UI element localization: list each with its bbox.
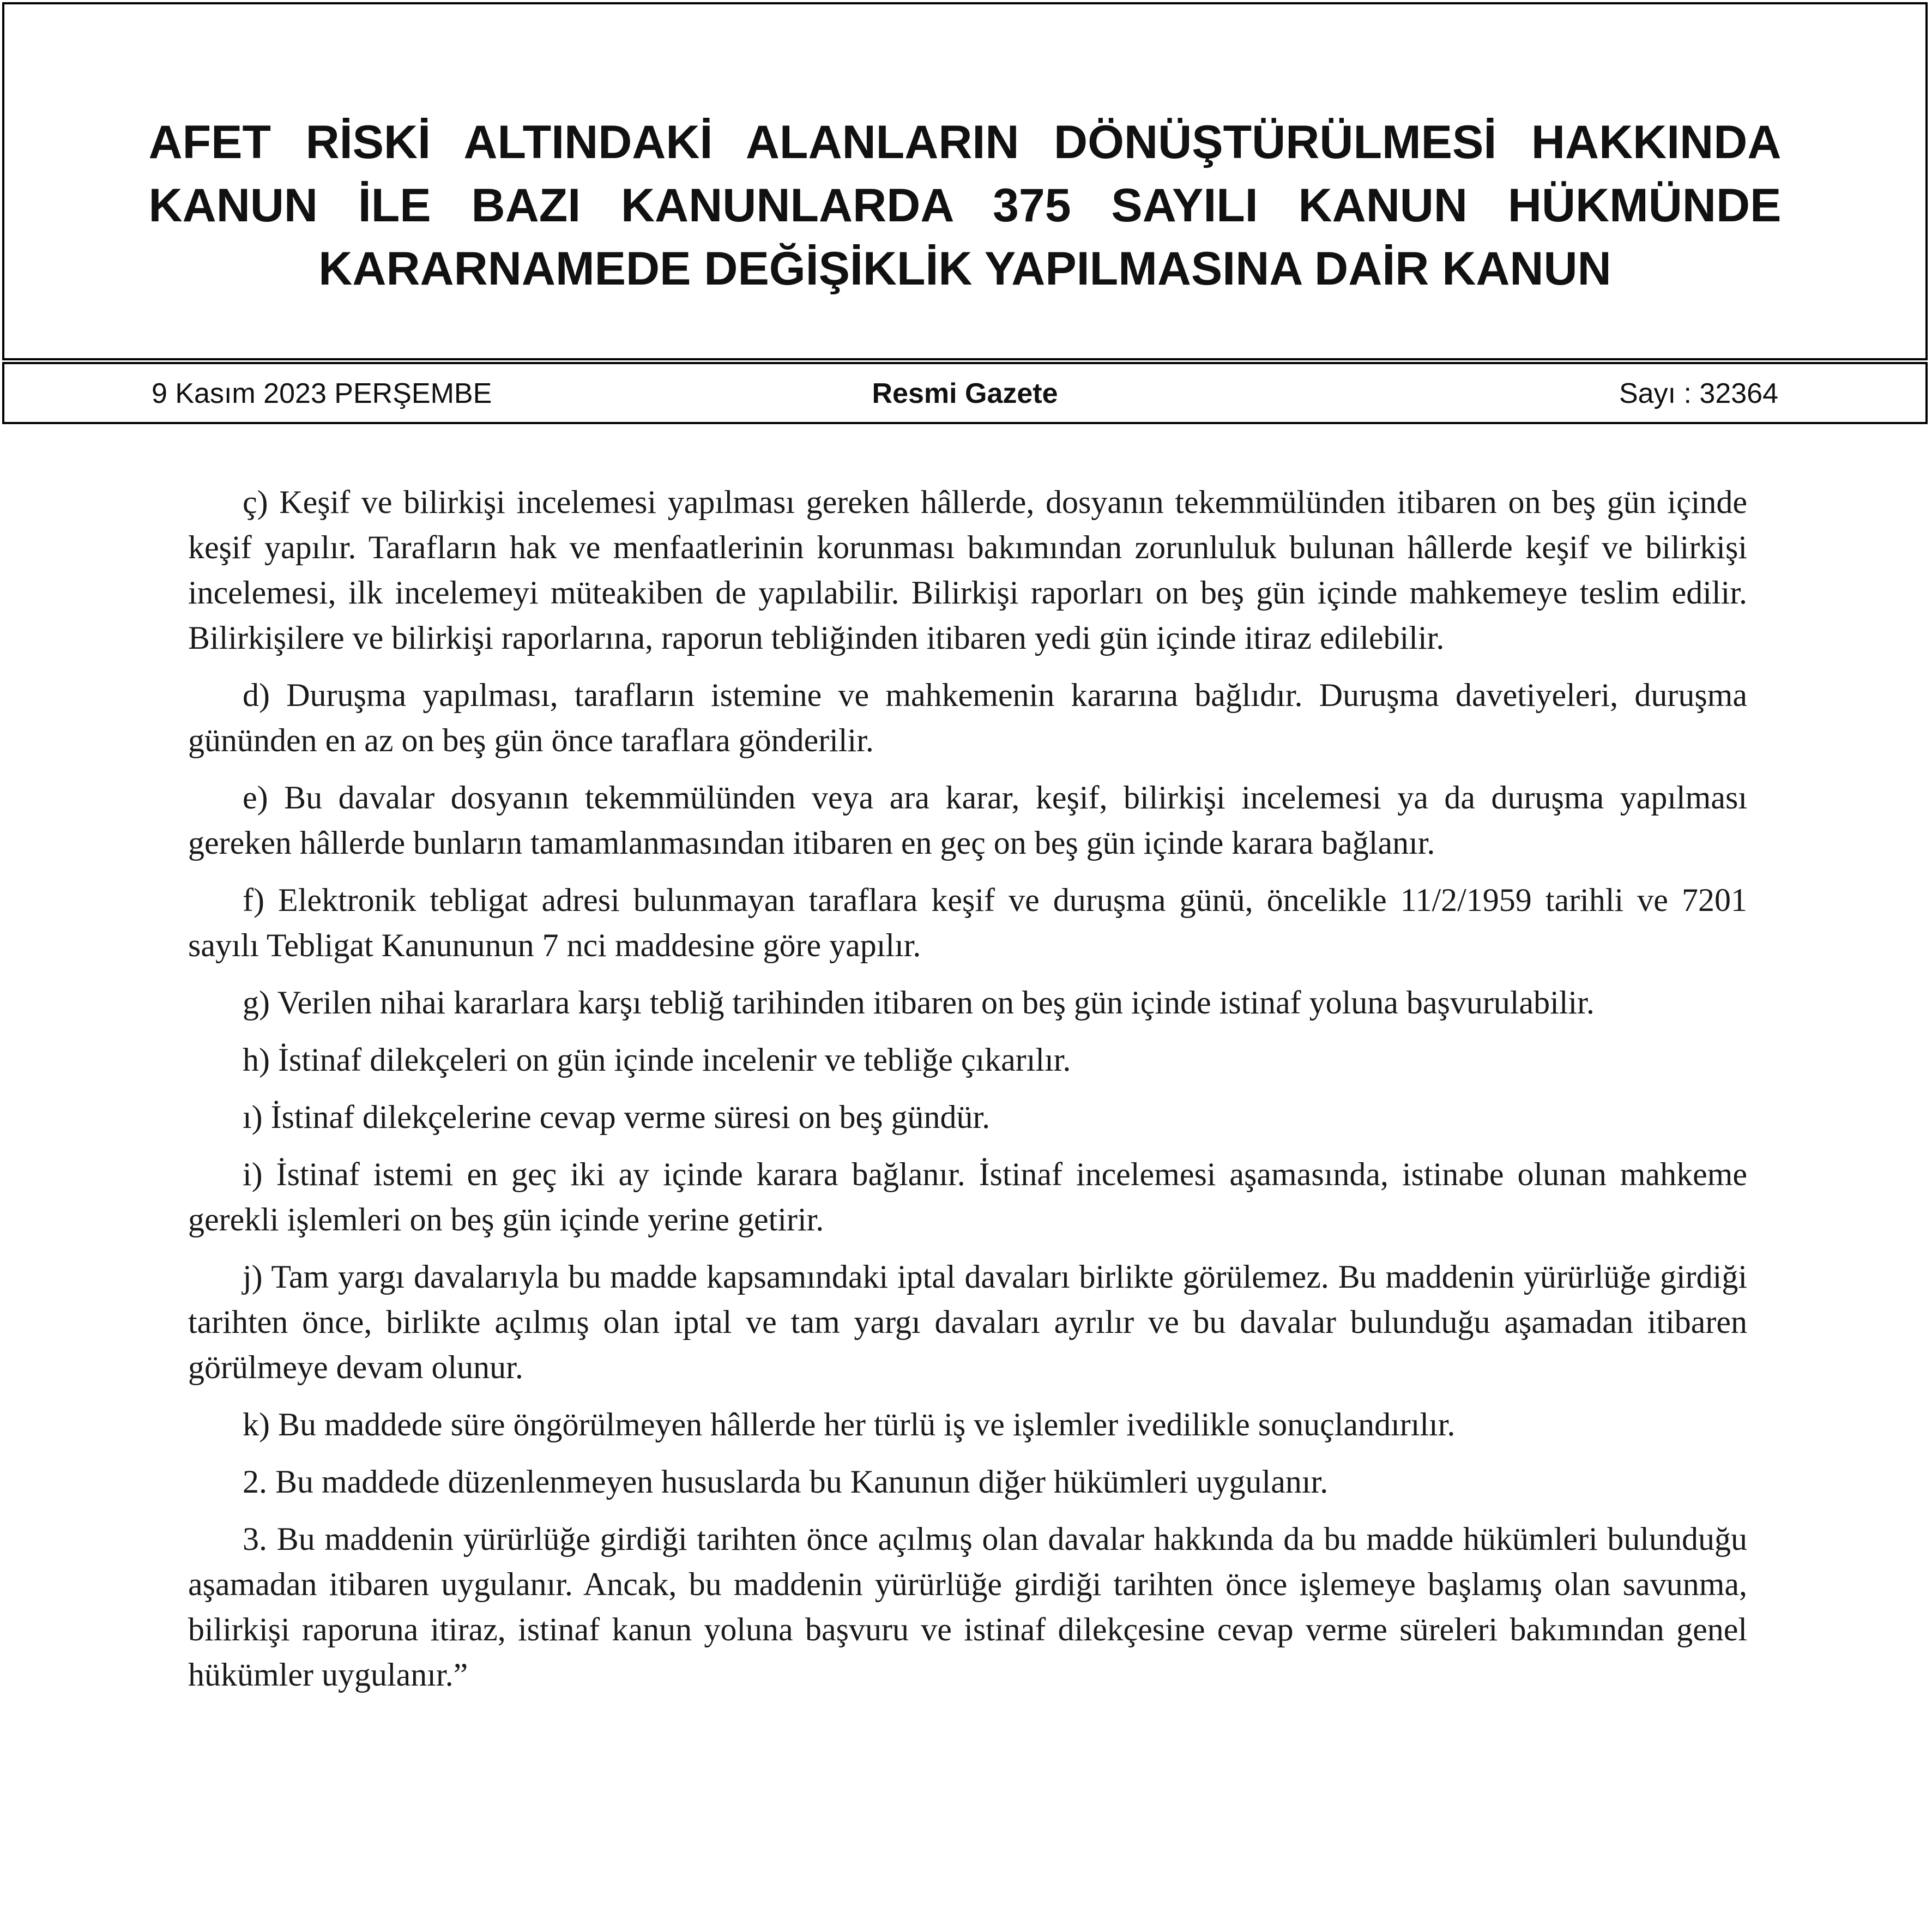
- paragraph-k: k) Bu maddede süre öngörülmeyen hâllerde her türlü iş ve işlemler ivedilikle sonuçlandırılır.: [243, 1406, 1456, 1442]
- paragraph-g: g) Verilen nihai kararlara karşı tebliğ tarihinden itibaren on beş gün içinde istinaf yoluna başvurulabilir.: [243, 985, 1595, 1021]
- paragraph-c-cedilla: ç) Keşif ve bilirkişi incelemesi yapılması gereken hâllerde, dosyanın tekemmülünden itibaren on beş gün içinde keşif yapılır. Tarafların hak ve menfaatlerinin korunması bakımından zorunluluk bulunan hâllerde keşif ve bilirkişi incelemesi, ilk incelemeyi müteakiben de yapılabilir. Bilirkişi raporları on beş gün içinde mahkemeye teslim edilir. Bilirkişilere ve bilirkişi raporlarına, raporun tebliğinden itibaren yedi gün içinde itiraz edilebilir.: [188, 484, 1747, 656]
- paragraph-d: d) Duruşma yapılması, tarafların istemine ve mahkemenin kararına bağlıdır. Duruşma davetiyeleri, duruşma gününden en az on beş gün önce taraflara gönderilir.: [188, 677, 1747, 758]
- gazette-header: [2, 362, 1928, 424]
- paragraph-e: e) Bu davalar dosyanın tekemmülünden veya ara karar, keşif, bilirkişi incelemesi ya da duruşma yapılması gereken hâllerde bunların tamamlanmasından itibaren en geç on beş gün içinde karara bağlanır.: [188, 780, 1747, 861]
- paragraph-2: 2. Bu maddede düzenlenmeyen hususlarda bu Kanunun diğer hükümleri uygulanır.: [243, 1464, 1329, 1500]
- page-title: [4, 111, 1925, 300]
- paragraph-i: i) İstinaf istemi en geç iki ay içinde karara bağlanır. İstinaf incelemesi aşamasında, istinabe olunan mahkeme gerekli işlemleri on beş gün içinde yerine getirir.: [188, 1156, 1747, 1237]
- title-box: [2, 2, 1928, 360]
- title-line-3: KARARNAMEDE DEĞİŞİKLİK YAPILMASINA DAİR KANUN: [318, 243, 1611, 295]
- paragraph-3: 3. Bu maddenin yürürlüğe girdiği tarihten önce açılmış olan davalar hakkında da bu madde hükümleri bulunduğu aşamadan itibaren uygulanır. Ancak, bu maddenin yürürlüğe girdiği tarihten önce işlemeye başlamış olan savunma, bilirkişi raporuna itiraz, istinaf kanun yoluna başvuru ve istinaf dilekçesine cevap verme süreleri bakımından genel hükümler uygulanır.”: [188, 1521, 1747, 1693]
- publication-name: Resmi Gazete: [872, 378, 1058, 409]
- document-body: [188, 480, 1747, 1710]
- paragraph-dotless-i: ı) İstinaf dilekçelerine cevap verme süresi on beş gündür.: [243, 1099, 991, 1135]
- issue-date: 9 Kasım 2023 PERŞEMBE: [152, 378, 492, 409]
- paragraph-f: f) Elektronik tebligat adresi bulunmayan taraflara keşif ve duruşma günü, öncelikle 11/2/1959 tarihli ve 7201 sayılı Tebligat Kanununun 7 nci maddesine göre yapılır.: [188, 882, 1747, 963]
- title-line-2: KANUN İLE BAZI KANUNLARDA 375 SAYILI KANUN HÜKMÜNDE: [148, 179, 1782, 232]
- paragraph-h: h) İstinaf dilekçeleri on gün içinde incelenir ve tebliğe çıkarılır.: [243, 1042, 1071, 1078]
- paragraph-j: j) Tam yargı davalarıyla bu madde kapsamındaki iptal davaları birlikte görülemez. Bu maddenin yürürlüğe girdiği tarihten önce, birlikte açılmış olan iptal ve tam yargı davaları ayrılır ve bu davalar bulunduğu aşamadan itibaren görülmeye devam olunur.: [188, 1259, 1747, 1385]
- issue-number: Sayı : 32364: [1619, 378, 1778, 409]
- title-line-1: AFET RİSKİ ALTINDAKİ ALANLARIN DÖNÜŞTÜRÜLMESİ HAKKINDA: [148, 116, 1782, 168]
